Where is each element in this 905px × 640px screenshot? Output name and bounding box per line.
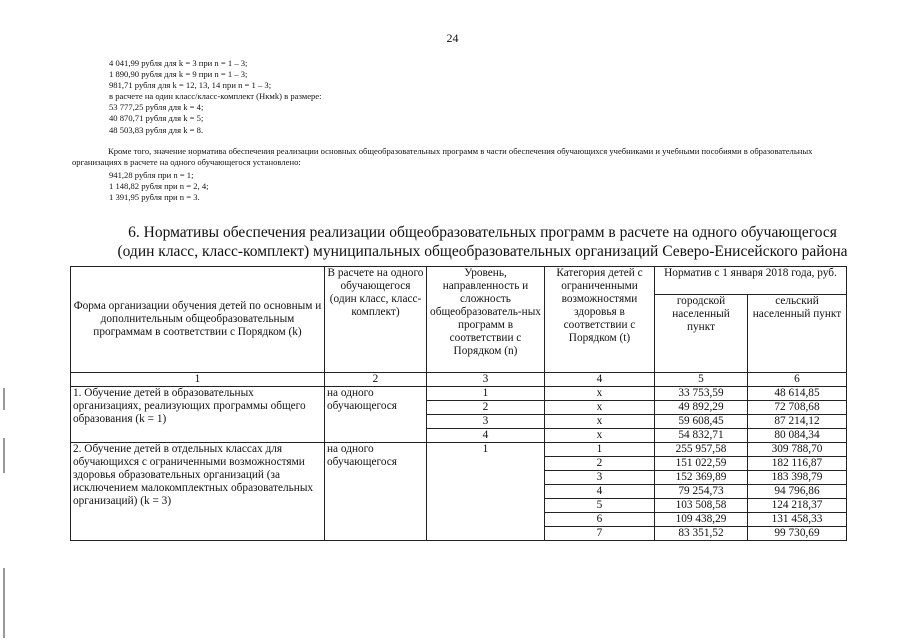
page-number: 24 [446,31,459,45]
urban-value: 33 753,59 [655,387,748,401]
column-number: 2 [325,373,427,387]
norm-line: в расчете на один класс/класс-комплект (Нкмk) в размере: [109,91,322,102]
rural-value: 309 788,70 [748,443,847,457]
norm-line: 40 870,71 рубля для k = 5; [109,113,204,124]
level-cell: 3 [427,415,545,429]
column-number: 4 [545,373,655,387]
rural-value: 99 730,69 [748,527,847,541]
urban-value: 79 254,73 [655,485,748,499]
per-cell: на одного обучающегося [325,443,427,541]
rural-value: 131 458,33 [748,513,847,527]
table-row [71,387,847,401]
scan-edge-marks [0,388,8,640]
urban-value: 109 438,29 [655,513,748,527]
textbook-paragraph: Кроме того, значение норматива обеспечения реализации основных общеобразовательных программ в части обеспечения обучающихся учебниками и учебными пособиями в образовательных организациях в расчете на одного обучающегося установлено: [72,146,813,167]
norms-table [70,266,847,541]
form-cell: 2. Обучение детей в отдельных классах для обучающихся с ограниченными возможностями здоровья образовательных организаций (за исключением малокомплектных образовательных организаций) (k = 3) [71,443,325,541]
urban-value: 103 508,58 [655,499,748,513]
header-form: Форма организации обучения детей по основным и дополнительным общеобразовательным программам в соответствии с Порядком (k) [71,267,325,373]
header-level: Уровень, направленность и сложность общеобразователь-ных программ в соответствии с Порядком (n) [427,267,545,373]
category-cell: 1 [545,443,655,457]
category-cell: 6 [545,513,655,527]
norm-line: 48 503,83 рубля для k = 8. [109,124,204,135]
category-cell: х [545,401,655,415]
header-urban: городской населенный пункт [655,295,748,373]
category-cell: х [545,387,655,401]
header-per-student: В расчете на одного обучающегося (один класс, класс-комплект) [325,267,427,373]
form-cell: 1. Обучение детей в образовательных организациях, реализующих программы общего образования (k = 1) [71,387,325,443]
rural-value: 183 398,79 [748,471,847,485]
rural-value: 124 218,37 [748,499,847,513]
header-norm: Норматив с 1 января 2018 года, руб. [655,267,847,295]
urban-value: 54 832,71 [655,429,748,443]
norm-values-list [109,58,322,136]
textbook-values-list [109,170,209,203]
urban-value: 255 957,58 [655,443,748,457]
textbook-line: 941,28 рубля при n = 1; [109,170,194,180]
header-rural: сельский населенный пункт [748,295,847,373]
urban-value: 59 608,45 [655,415,748,429]
table-header-row [71,267,847,295]
rural-value: 94 796,86 [748,485,847,499]
norm-line: 53 777,25 рубля для k = 4; [109,102,204,113]
norm-line: 4 041,99 рубля для k = 3 при n = 1 – 3; [109,58,248,68]
section-title [60,223,905,261]
level-cell: 2 [427,401,545,415]
header-category: Категория детей с ограниченными возможностями здоровья в соответствии с Порядком (t) [545,267,655,373]
category-cell: 4 [545,485,655,499]
textbook-line: 1 148,82 рубля при n = 2, 4; [109,181,209,192]
norm-line: 1 890,90 рубля для k = 9 при n = 1 – 3; [109,69,248,80]
level-cell: 1 [427,443,545,541]
section-title-line: (один класс, класс-комплект) муниципальных общеобразовательных организаций Северо-Енисейского района [117,243,848,260]
category-cell: 5 [545,499,655,513]
urban-value: 83 351,52 [655,527,748,541]
level-cell: 1 [427,387,545,401]
urban-value: 49 892,29 [655,401,748,415]
rural-value: 80 084,34 [748,429,847,443]
column-number: 5 [655,373,748,387]
rural-value: 48 614,85 [748,387,847,401]
table-row [71,443,847,457]
column-number: 3 [427,373,545,387]
category-cell: х [545,415,655,429]
urban-value: 151 022,59 [655,457,748,471]
section-title-line: 6. Нормативы обеспечения реализации общеобразовательных программ в расчете на одного обучающегося [128,224,837,241]
per-cell: на одного обучающегося [325,387,427,443]
level-cell: 4 [427,429,545,443]
urban-value: 152 369,89 [655,471,748,485]
category-cell: 2 [545,457,655,471]
column-number: 1 [71,373,325,387]
category-cell: 7 [545,527,655,541]
column-number: 6 [748,373,847,387]
rural-value: 72 708,68 [748,401,847,415]
column-number-row [71,373,847,387]
norm-line: 981,71 рубля для k = 12, 13, 14 при n = 1 – 3; [109,80,272,91]
textbook-line: 1 391,95 рубля при n = 3. [109,192,200,203]
rural-value: 87 214,12 [748,415,847,429]
category-cell: 3 [545,471,655,485]
rural-value: 182 116,87 [748,457,847,471]
category-cell: х [545,429,655,443]
